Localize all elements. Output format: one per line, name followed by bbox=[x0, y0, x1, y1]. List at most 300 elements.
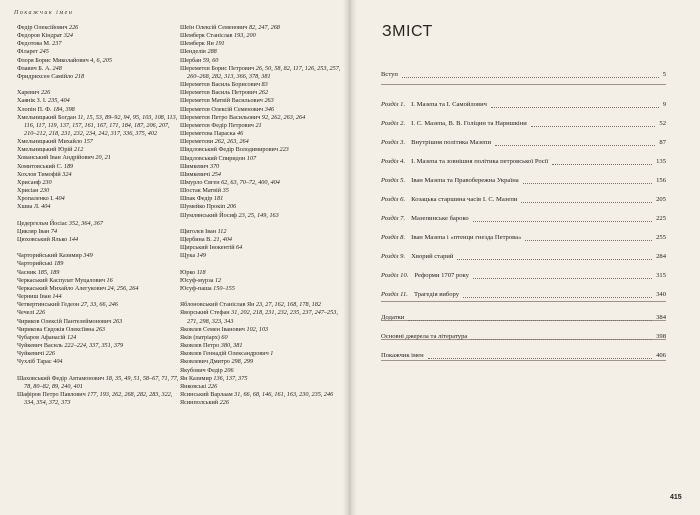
toc-leader-dots bbox=[408, 320, 652, 321]
index-entry bbox=[17, 203, 179, 211]
index-entry-name: Часник bbox=[17, 268, 37, 276]
index-entry bbox=[180, 89, 342, 97]
index-entry-pages: 226 bbox=[207, 382, 218, 390]
index-entry-pages: 60 bbox=[221, 333, 228, 341]
index-entry-pages: 237 bbox=[52, 40, 62, 48]
index-entry bbox=[180, 236, 342, 244]
index-entry-pages: 230 bbox=[42, 178, 52, 186]
index-entry bbox=[17, 236, 179, 244]
index-entry bbox=[17, 350, 179, 358]
index-entry bbox=[17, 32, 179, 40]
toc-leader-dots bbox=[428, 358, 652, 359]
toc-leader-dots bbox=[523, 183, 652, 184]
index-entry-name: Хохлов Тимофій bbox=[17, 170, 61, 178]
toc-section-number: Розділ 5. bbox=[381, 177, 406, 184]
index-entry bbox=[180, 81, 342, 89]
index-entry-pages: 144 bbox=[68, 236, 79, 244]
toc-page-number: 5 bbox=[662, 71, 666, 78]
index-entry-pages: 83 bbox=[261, 81, 268, 89]
index-entry-name: Шидловський Спиридон bbox=[180, 154, 246, 162]
toc-section-number: Розділ 4. bbox=[381, 158, 406, 165]
index-entry-name: Черкаський Каспулат Муцалович bbox=[17, 276, 105, 284]
index-entry bbox=[17, 195, 179, 203]
index-entry-name: Хаянік З. І. bbox=[17, 97, 47, 105]
index-entry-pages: 1 bbox=[270, 350, 274, 358]
index-entry bbox=[17, 114, 179, 138]
index-entry-pages: 82, 247, 268 bbox=[248, 24, 280, 31]
index-entry-name: Четвертинський Гедеон bbox=[17, 301, 80, 309]
index-entry-name: Ясинполський bbox=[180, 399, 219, 407]
index-entry-name: Ясинський Варлаам bbox=[180, 390, 233, 398]
toc-page-number: 52 bbox=[659, 120, 666, 127]
index-entry-pages: 404 bbox=[41, 203, 51, 211]
index-entry-name: Шенделів bbox=[180, 48, 206, 56]
toc-leader-dots bbox=[473, 278, 652, 279]
toc-section-title: Внутрішня політика Мазепи bbox=[411, 139, 492, 146]
index-entry bbox=[17, 48, 179, 56]
index-entry-pages: 177, 193, 262, 268, 282, 283, 322, 334, 354, 372, 373 bbox=[24, 390, 173, 407]
index-entry bbox=[180, 195, 342, 203]
index-entry-name: Хованський Іван Андрійович bbox=[17, 154, 94, 162]
index-entry bbox=[17, 326, 179, 334]
index-entry-name: Філарет bbox=[17, 48, 38, 56]
index-entry-name: Чириков Олексій Пантелеймонович bbox=[17, 317, 112, 325]
index-entry-name: Яковлевич Дмитро bbox=[180, 358, 230, 366]
toc-section-title: І. С. Мазепа, В. В. Голіцин та Наришкіни bbox=[411, 120, 527, 127]
toc-entry[interactable] bbox=[381, 119, 666, 129]
index-entry-pages: 380, 381 bbox=[220, 342, 243, 350]
index-entry-pages: 27, 33, 66, 246 bbox=[80, 301, 118, 309]
index-entry-name: Черкаський Михайло Алегукович bbox=[17, 284, 106, 292]
toc-page-number: 398 bbox=[656, 333, 666, 340]
index-entry-pages: 298, 299 bbox=[231, 358, 254, 366]
index-entry bbox=[17, 65, 179, 73]
index-entry-pages: 346 bbox=[264, 105, 274, 113]
index-entry-name: Щербина В. bbox=[180, 236, 212, 244]
toc-section-title: Іван Мазепа та Правобережна Україна bbox=[411, 177, 519, 184]
index-entry bbox=[17, 97, 179, 105]
index-entry bbox=[17, 73, 179, 81]
index-column-2 bbox=[180, 24, 342, 407]
index-entry-name: Чечелі bbox=[17, 309, 35, 317]
index-entry-pages: 23, 25, 149, 163 bbox=[238, 211, 279, 219]
toc-leader-dots bbox=[552, 164, 652, 165]
index-spacer bbox=[180, 261, 342, 269]
toc-section-number: Розділ 6. bbox=[381, 196, 406, 203]
index-entry-name: Хропаленко І. bbox=[17, 195, 54, 203]
index-entry bbox=[17, 228, 179, 236]
toc-section-number: Розділ 11. bbox=[381, 291, 408, 298]
index-entry-pages: 248 bbox=[52, 64, 62, 72]
toc-section-title: Мазепинське бароко bbox=[411, 215, 469, 222]
book-gutter bbox=[343, 0, 357, 515]
index-entry bbox=[17, 334, 179, 342]
index-entry bbox=[180, 326, 342, 334]
toc-entry-label bbox=[381, 176, 519, 186]
index-entry-pages: 46 bbox=[237, 130, 244, 138]
index-entry bbox=[180, 269, 342, 277]
running-head: Покажчик імен bbox=[14, 10, 74, 16]
index-entry bbox=[180, 97, 342, 105]
index-entry-name: Шемберк Станіслав bbox=[180, 32, 233, 40]
index-entry bbox=[180, 383, 342, 391]
toc-divider bbox=[381, 301, 666, 302]
toc-entry[interactable] bbox=[381, 157, 666, 167]
index-entry-name: Яблоновський Станіслав Ян bbox=[180, 301, 255, 309]
index-entry-pages: 226 bbox=[219, 399, 229, 407]
index-entry-name: Хмельницький Юрій bbox=[17, 146, 73, 154]
index-entry-name: Цюховський Ялько bbox=[17, 236, 68, 244]
index-entry-pages: 226 bbox=[35, 309, 46, 317]
toc-entry[interactable] bbox=[381, 313, 666, 323]
index-entry bbox=[180, 212, 342, 220]
index-entry-name: Федір Олексійович bbox=[17, 24, 68, 31]
index-spacer bbox=[180, 293, 342, 301]
index-entry bbox=[17, 171, 179, 179]
toc-entry-label bbox=[381, 214, 469, 224]
index-entry-name: Шидловський Федір Володимирович bbox=[180, 146, 278, 154]
index-column-1 bbox=[17, 24, 179, 407]
index-entry-pages: 206 bbox=[224, 366, 234, 374]
toc-section-title: Додатки bbox=[381, 314, 405, 321]
index-entry bbox=[180, 252, 342, 260]
toc-leader-dots bbox=[525, 240, 652, 241]
index-entry bbox=[17, 342, 179, 350]
index-entry-name: Щука bbox=[180, 252, 196, 260]
index-entry bbox=[17, 163, 179, 171]
toc-section-title: Хворий старий bbox=[411, 253, 454, 260]
index-entry-pages: 16 bbox=[106, 276, 113, 284]
index-entry-name: Ян Казимир bbox=[180, 374, 212, 382]
index-entry-pages: 157 bbox=[83, 138, 93, 146]
index-entry-pages: 31, 202, 218, 231, 232, 235, 237, 247–253, 271, 298, 323, 343 bbox=[187, 309, 338, 325]
toc-leader-dots bbox=[457, 259, 652, 260]
index-entry-pages: 223 bbox=[279, 146, 289, 154]
index-entry-pages: 18, 35, 49, 51, 58–67, 71, 77, 78, 80–82, 89, 240, 401 bbox=[24, 374, 179, 390]
index-entry-name: Шумлянський Йосиф bbox=[180, 211, 237, 219]
index-entry-name: Юсуф-мурза bbox=[180, 276, 214, 284]
index-spacer bbox=[180, 220, 342, 228]
toc-entry[interactable] bbox=[381, 332, 666, 342]
index-entry bbox=[180, 375, 342, 383]
index-entry bbox=[180, 48, 342, 56]
index-entry bbox=[180, 32, 342, 40]
index-entry bbox=[180, 342, 342, 350]
index-entry bbox=[180, 40, 342, 48]
toc-entry-label bbox=[381, 290, 459, 300]
index-entry-name: Яковлев Геннадій Олександрович bbox=[180, 350, 269, 358]
index-entry bbox=[180, 155, 342, 163]
index-entry-pages: 193, 200 bbox=[234, 32, 256, 40]
index-entry bbox=[17, 252, 179, 260]
index-entry bbox=[180, 163, 342, 171]
index-entry-pages: 245 bbox=[39, 48, 49, 56]
index-entry-name: Шеїн Олексій Семенович bbox=[180, 24, 248, 31]
index-entry-pages: 112 bbox=[217, 227, 227, 235]
index-entry bbox=[17, 106, 179, 114]
toc-entry[interactable] bbox=[381, 138, 666, 148]
index-entry bbox=[180, 350, 342, 358]
toc-section-title: Вступ bbox=[381, 71, 398, 78]
index-entry bbox=[180, 138, 342, 146]
toc-section-title: Козацька старшина часів І. С. Мазепи bbox=[411, 196, 518, 203]
index-entry-pages: 226 bbox=[45, 350, 55, 358]
toc-page-number: 9 bbox=[662, 101, 666, 108]
index-entry-pages: 254 bbox=[211, 170, 221, 178]
toc-entry-label bbox=[381, 119, 527, 129]
index-entry bbox=[180, 277, 342, 285]
toc-page-number: 135 bbox=[656, 158, 666, 165]
index-entry bbox=[180, 309, 342, 325]
index-spacer bbox=[17, 244, 179, 252]
index-entry bbox=[180, 203, 342, 211]
index-entry-name: Шпак Федір bbox=[180, 195, 213, 203]
index-entry-name: Фридрихсен Самійло bbox=[17, 72, 74, 80]
toc-leader-dots bbox=[531, 126, 655, 127]
index-entry-pages: 136, 137, 375 bbox=[213, 374, 248, 382]
toc-entry-label bbox=[381, 271, 469, 281]
index-entry-name: Шаховський Федір Автамонович bbox=[17, 374, 105, 382]
toc-leader-dots bbox=[521, 202, 652, 203]
index-entry-name: Чарторийський Казимир bbox=[17, 252, 82, 260]
index-entry-pages: 74 bbox=[50, 227, 58, 235]
index-entry bbox=[180, 24, 342, 32]
index-entry-name: Хмельницький Богдан bbox=[17, 113, 77, 121]
toc-entry[interactable] bbox=[381, 195, 666, 205]
index-entry-name: Шереметєв Матвій Васильович bbox=[180, 97, 263, 105]
index-entry-pages: 349 bbox=[83, 252, 93, 260]
index-entry-pages: 226 bbox=[68, 24, 79, 31]
index-entry bbox=[17, 220, 179, 228]
toc-section-number: Розділ 8. bbox=[381, 234, 406, 241]
index-entry-pages: 4, 6, 205 bbox=[90, 56, 112, 64]
toc-page-number: 406 bbox=[656, 352, 666, 359]
toc-page-number: 255 bbox=[656, 234, 666, 241]
toc-page-number: 284 bbox=[656, 253, 666, 260]
toc-section-title: Основні джерела та література bbox=[381, 333, 468, 340]
contents-title: ЗМІСТ bbox=[382, 23, 433, 40]
index-entry bbox=[180, 114, 342, 122]
index-entry bbox=[180, 65, 342, 81]
index-entry-name: Яворський Стефан bbox=[180, 309, 230, 317]
toc-leader-dots bbox=[463, 297, 652, 298]
index-entry-name: Федоров Кіндрат bbox=[17, 32, 63, 40]
index-entry-name: Шумейко Прокіп bbox=[180, 203, 226, 211]
index-entry-name: Хмельницький Михайло bbox=[17, 138, 83, 146]
page-number: 415 bbox=[670, 494, 682, 501]
index-entry-pages: 263 bbox=[95, 325, 106, 333]
index-entry-pages: 235, 404 bbox=[48, 97, 70, 105]
toc-entry-label bbox=[381, 252, 453, 262]
index-entry-pages: 370 bbox=[209, 162, 220, 170]
index-entry bbox=[17, 301, 179, 309]
index-entry-pages: 263 bbox=[112, 317, 123, 325]
index-entry-name: Цикляр Іван bbox=[17, 227, 50, 235]
index-entry-pages: 324 bbox=[63, 32, 73, 40]
toc-entry[interactable] bbox=[381, 176, 666, 186]
toc-entry[interactable] bbox=[381, 100, 666, 110]
index-entry bbox=[17, 179, 179, 187]
toc-entry[interactable] bbox=[381, 351, 666, 361]
toc-page-number: 384 bbox=[656, 314, 666, 321]
index-entry-name: Федотова М. bbox=[17, 40, 51, 48]
index-entry bbox=[17, 57, 179, 65]
index-entry-pages: 62, 63, 70–72, 400, 404 bbox=[221, 178, 280, 186]
index-entry bbox=[180, 285, 342, 293]
index-entry-pages: 92, 262, 263, 264 bbox=[261, 113, 306, 121]
toc-page-number: 156 bbox=[656, 177, 666, 184]
index-entry-name: Цедергельм Йосіас bbox=[17, 219, 68, 227]
toc-page-number: 87 bbox=[659, 139, 666, 146]
toc-entry[interactable] bbox=[381, 271, 666, 281]
toc-divider bbox=[381, 84, 666, 85]
index-entry-name: Шемберк Ян bbox=[180, 40, 214, 48]
index-entry-name: Шереметєв Петро Васильович bbox=[180, 113, 261, 121]
index-entry bbox=[180, 244, 342, 252]
index-entry-name: Янковські bbox=[180, 382, 207, 390]
index-entry bbox=[17, 146, 179, 154]
index-entry bbox=[180, 179, 342, 187]
index-entry-name: Шербан bbox=[180, 56, 202, 64]
index-entry-pages: 324 bbox=[62, 170, 72, 178]
index-spacer bbox=[17, 81, 179, 89]
index-entry-pages: 218 bbox=[74, 72, 85, 80]
index-entry-name: Юрко bbox=[180, 268, 196, 276]
toc-section-title: Покажчик імен bbox=[381, 352, 424, 359]
index-entry-name: Чухліб Тарас bbox=[17, 358, 52, 366]
index-entry-pages: 352, 364, 367 bbox=[68, 219, 103, 227]
index-entry bbox=[180, 358, 342, 366]
toc-entry-label bbox=[381, 313, 404, 323]
toc-section-title: І. Мазепа та І. Самойлович bbox=[411, 101, 487, 108]
toc-section-number: Розділ 3. bbox=[381, 139, 406, 146]
toc-section-title: Трагедія вибору bbox=[413, 291, 460, 298]
toc-leader-dots bbox=[473, 221, 652, 222]
index-entry-name: Яків (патріарх) bbox=[180, 333, 220, 341]
index-entry-name: Чирикова Євдокія Олексіївна bbox=[17, 325, 95, 333]
toc-entry-label bbox=[381, 332, 467, 342]
index-entry-pages: 262 bbox=[258, 89, 269, 97]
toc-entry-label bbox=[381, 70, 398, 80]
index-entry-pages: 189 bbox=[63, 162, 74, 170]
toc-page-number: 205 bbox=[656, 196, 666, 203]
toc-leader-dots bbox=[402, 77, 659, 78]
index-entry bbox=[17, 375, 179, 391]
index-entry-name: Шереметєв Федір Петрович bbox=[180, 121, 254, 129]
index-entry-pages: 21, 404 bbox=[213, 236, 232, 244]
index-entry bbox=[180, 301, 342, 309]
toc-section-title: І. Мазепа та зовнішня політика петровської Росії bbox=[411, 158, 549, 165]
toc-entry[interactable] bbox=[381, 252, 666, 262]
index-entry-pages: 11, 15, 53, 89–92, 94, 95, 103, 108, 113, 116, 117, 119, 137, 157, 161, 167, 171, 184, 187, 206, 207, 210–212, 218, 231, 232, 234, 242, 317, 336, 375, 402 bbox=[24, 113, 178, 138]
index-entry-name: Чубаров Афанасій bbox=[17, 333, 66, 341]
index-entry-pages: 24, 256, 264 bbox=[107, 284, 139, 292]
index-entry-pages: 64 bbox=[236, 244, 243, 252]
toc-entry[interactable] bbox=[381, 214, 666, 224]
index-entry-pages: 144 bbox=[52, 293, 62, 301]
index-entry-pages: 404 bbox=[53, 358, 63, 366]
index-entry bbox=[17, 40, 179, 48]
index-entry-pages: 12 bbox=[214, 276, 222, 284]
index-entry-name: Хомитовський С. bbox=[17, 162, 63, 170]
index-entry bbox=[17, 277, 179, 285]
index-entry-pages: 226 bbox=[40, 89, 51, 97]
index-entry-pages: 31, 66, 68, 146, 161, 163, 230, 235, 246 bbox=[234, 390, 334, 398]
index-entry-pages: 222–224, 337, 351, 379 bbox=[64, 342, 124, 350]
index-entry-name: Шафіров Петро Павлович bbox=[17, 390, 86, 398]
index-entry-name: Шереметєв Василь Борисович bbox=[180, 81, 260, 89]
index-entry-name: Щиголєв Іван bbox=[180, 227, 217, 235]
index-entry-pages: 59, 60 bbox=[202, 56, 219, 64]
index-entry-name: Чарторийські bbox=[17, 260, 53, 268]
toc-entry[interactable] bbox=[381, 70, 666, 80]
toc-section-number: Розділ 10. bbox=[381, 272, 409, 279]
index-entry bbox=[180, 146, 342, 154]
index-entry-name: Флавич Б. А. bbox=[17, 64, 51, 72]
index-entry-pages: 189 bbox=[54, 260, 64, 268]
index-entry-name: Шостак Матвій bbox=[180, 187, 222, 195]
index-entry bbox=[180, 106, 342, 114]
index-entry bbox=[180, 130, 342, 138]
toc-entry[interactable] bbox=[381, 290, 666, 300]
index-entry-name: Шереметєва Параска bbox=[180, 130, 236, 138]
index-entry-pages: 191 bbox=[215, 40, 225, 48]
index-entry-name: Харевич bbox=[17, 89, 40, 97]
index-entry bbox=[180, 228, 342, 236]
toc-entry-label bbox=[381, 100, 487, 110]
toc-entry[interactable] bbox=[381, 233, 666, 243]
toc-page-number: 225 bbox=[656, 215, 666, 222]
toc-leader-dots bbox=[495, 145, 655, 146]
index-entry-name: Хлопін П. Ф. bbox=[17, 105, 52, 113]
index-entry bbox=[17, 293, 179, 301]
index-entry-name: Хшиа Л. bbox=[17, 203, 40, 211]
index-entry-pages: 263 bbox=[264, 97, 274, 105]
index-entry bbox=[180, 187, 342, 195]
index-entry-name: Хрисанф bbox=[17, 178, 41, 186]
index-entry-pages: 26, 50, 58, 82, 117, 126, 253, 257, 260–268, 282, 313, 366, 378, 381 bbox=[187, 64, 341, 80]
index-entry-pages: 262, 263, 264 bbox=[214, 138, 249, 146]
toc-entry-label bbox=[381, 233, 521, 243]
index-entry-pages: 212 bbox=[74, 146, 84, 154]
toc-section-number: Розділ 9. bbox=[381, 253, 406, 260]
index-entry-pages: 206 bbox=[226, 203, 237, 211]
index-entry bbox=[17, 318, 179, 326]
index-entry bbox=[180, 171, 342, 179]
index-entry-name: Хрисіан bbox=[17, 187, 39, 195]
index-entry-name: Шереметєв Василь Петрович bbox=[180, 89, 258, 97]
index-entry-name: Яковлев Петро bbox=[180, 342, 220, 350]
toc-section-number: Розділ 1. bbox=[381, 101, 406, 108]
index-entry-pages: 21 bbox=[255, 121, 262, 129]
index-entry-name: Шереметєв Борис Петрович bbox=[180, 64, 255, 72]
index-entry bbox=[17, 391, 179, 407]
index-spacer bbox=[17, 212, 179, 220]
index-entry bbox=[17, 24, 179, 32]
index-entry-pages: 118 bbox=[196, 268, 206, 276]
index-entry-pages: 185, 189 bbox=[37, 268, 60, 276]
index-entry bbox=[180, 367, 342, 375]
index-entry-pages: 181 bbox=[213, 195, 224, 203]
index-entry-name: Шереметєв Олексій Семенович bbox=[180, 105, 264, 113]
index-entry-name: Шимкевичі bbox=[180, 170, 211, 178]
index-entry bbox=[180, 57, 342, 65]
index-entry-pages: 404 bbox=[55, 195, 65, 203]
toc-section-title: Іван Мазепа і «птенци гнезда Петрова» bbox=[411, 234, 522, 241]
index-entry bbox=[17, 285, 179, 293]
index-entry bbox=[17, 260, 179, 268]
index-entry-name: Юсуф-паша bbox=[180, 284, 212, 292]
